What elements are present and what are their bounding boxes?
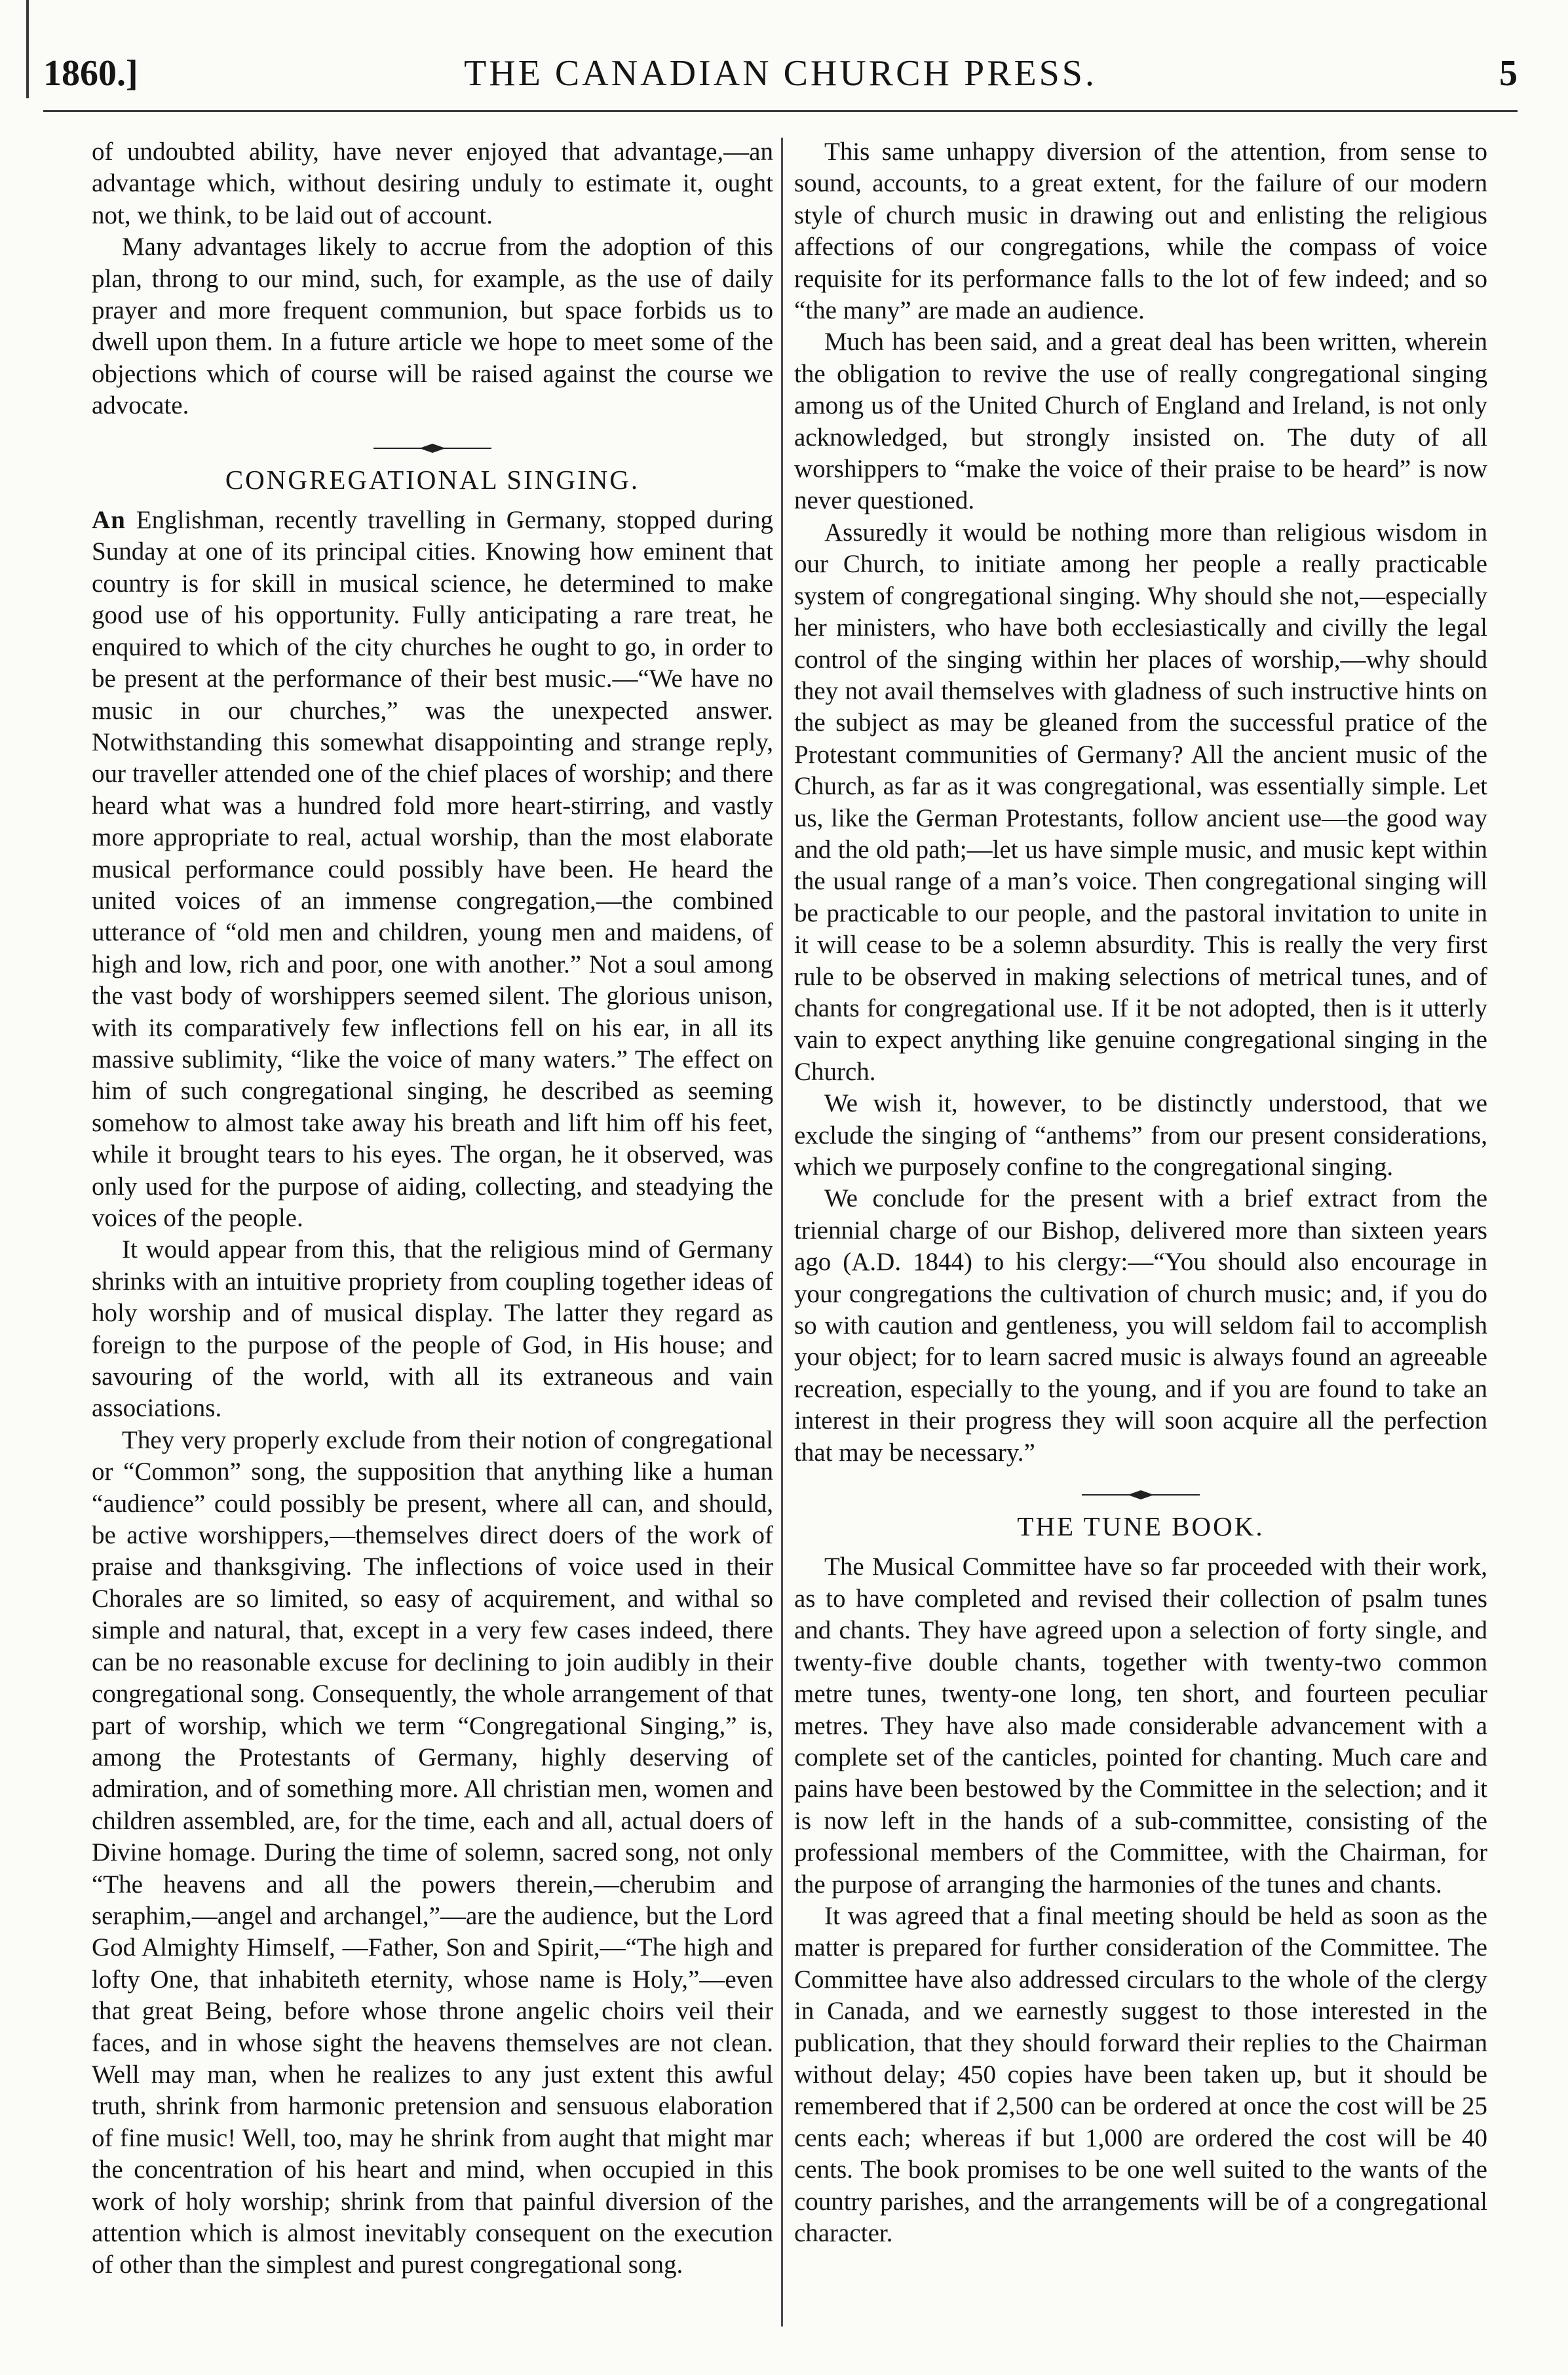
lead-word: An <box>92 506 126 535</box>
body-paragraph: Much has been said, and a great deal has been written, wherein the obligation to revive the use of really congregational singing among us of the United Church of England and Ireland, is not only acknowledged, but strongly insisted on. The duty of all worshippers to “make the voice of their praise to be heard” is now never questioned. <box>794 328 1487 515</box>
body-paragraph: It was agreed that a final meeting should be held as soon as the matter is prepared for further consideration of the Committee. The Committee have also addressed circulars to the whole of the clergy in Canada, and we earnestly suggest to those interested in the publication, that they should forward their replies to the Chairman without delay; 450 copies have been taken up, but it should be remembered that if 2,500 can be ordered at once the cost will be 25 cents each; whereas if but 1,000 are ordered the cost will be 40 cents. The book promises to be one well suited to the wants of the country parishes, and the arrangements will be of a congregational character. <box>794 1901 1487 2247</box>
header-title: THE CANADIAN CHURCH PRESS. <box>464 53 1097 94</box>
right-column <box>794 136 1487 2249</box>
header-rule <box>43 110 1518 112</box>
body-paragraph: It would appear from this, that the religious mind of Germany shrinks with an intuitive propriety from coupling together ideas of holy worship and of musical display. The latter they regard as foreign to the purpose of the people of God, in His house; and savouring of the world, with all its extraneous and vain associations. <box>92 1235 773 1423</box>
body-paragraph: This same unhappy diversion of the attention, from sense to sound, accounts, to a great extent, for the failure of our modern style of church music in drawing out and enlisting the religious affections of our congregations, while the compass of voice requisite for its performance falls to the lot of few indeed; and so “the many” are made an audience. <box>794 138 1487 325</box>
column-divider <box>781 138 783 2327</box>
lead-paragraph-text: Englishman, recently travelling in Germany, stopped during Sunday at one of its principal cities. Knowing how eminent that country is for skill in musical science, he determined to make good use of his opportunity. Fully anticipating a rare treat, he enquired to which of the city churches he ought to go, in order to be present at the performance of their best music.—“We have no music in our churches,” was the unexpected answer. Notwithstanding this somewhat disappointing and strange reply, our traveller attended one of the chief places of worship; and there heard what was a hundred fold more heart-stirring, and vastly more appropriate to real, actual worship, than the most elaborate musical performance could possibly have been. He heard the united voices of an immense congregation,—the combined utterance of “old men and children, young men and maidens, of high and low, rich and poor, one with another.” Not a soul among the vast body of worshippers seemed silent. The glorious unison, with its comparatively few inflections fell on his ear, in all its massive sublimity, “like the voice of many waters.” The effect on him of such congregational singing, he described as seeming somehow to almost take away his breath and lift him off his feet, while it brought tears to his eyes. The organ, he it observed, was only used for the purpose of aiding, collecting, and steadying the voices of the people. <box>92 506 773 1232</box>
page-edge-rule <box>26 0 29 98</box>
body-paragraph: They very properly exclude from their notion of congregational or “Common” song, the supposition that anything like a human “audience” could possibly be present, where all can, and should, be active worshippers,—themselves direct doers of the work of praise and thanksgiving. The inflections of voice used in their Chorales are so limited, so easy of acquirement, and withal so simple and natural, that, except in a very few cases indeed, there can be no reasonable excuse for declining to join audibly in their congregational song. Consequently, the whole arrangement of that part of worship, which we term “Congregational Singing,” is, among the Protestants of Germany, highly deserving of admiration, and of something more. All christian men, women and children assembled, are, for the time, each and all, actual doers of Divine homage. During the time of solemn, sacred song, not only “The heavens and all the powers therein,—cherubim and seraphim,—angel and archangel,”—are the audience, but the Lord God Almighty Himself, —Father, Son and Spirit,—“The high and lofty One, that inhabiteth eternity, whose name is Holy,”—even that great Being, before whose throne angelic choirs veil their faces, and in whose sight the heavens themselves are not clean. Well may man, when he realizes to any just extent this awful truth, shrink from harmonic pretension and sensuous elaboration of fine music! Well, too, may he shrink from aught that might mar the concentration of his heart and mind, when occupied in this work of holy worship; shrink from that painful diversion of the attention which is almost inevitably consequent on the execution of other than the simplest and purest congregational song. <box>92 1425 773 2279</box>
section-title-congregational-singing: CONGREGATIONAL SINGING. <box>225 464 640 495</box>
body-paragraph: We conclude for the present with a brief extract from the triennial charge of our Bishop, delivered more than sixteen years ago (A.D. 1844) to his clergy:—“You should also encourage in your congregations the cultivation of church music; and, if you do so with caution and gentleness, you will seldom fail to accomplish your object; for to learn sacred music is always found an agreeable recreation, especially to the young, and if you are found to take an interest in their progress they will soon acquire all the perfection that may be necessary.” <box>794 1184 1487 1467</box>
left-column <box>92 136 773 2281</box>
lead-paragraph <box>92 505 773 1234</box>
article-continuation-paragraph: Many advantages likely to accrue from the adoption of this plan, throng to our mind, such, for example, as the use of daily prayer and more frequent communion, but space forbids us to dwell upon them. In a future article we hope to meet some of the objections which of course will be raised against the course we advocate. <box>92 233 773 420</box>
article-continuation-paragraph: of undoubted ability, have never enjoyed that advantage,—an advantage which, without desiring unduly to estimate it, ought not, we think, to be laid out of account. <box>92 138 773 229</box>
body-paragraph: The Musical Committee have so far proceeded with their work, as to have completed and revised their collection of psalm tunes and chants. They have agreed upon a selection of forty single, and twenty-five double chants, together with twenty-two common metre tunes, twenty-one long, ten short, and fourteen peculiar metres. They have also made considerable advancement with a complete set of the canticles, pointed for chanting. Much care and pains have been bestowed by the Committee in the selection; and it is now left in the hands of a sub-committee, consisting of the professional members of the Committee, with the Chairman, for the purpose of arranging the harmonies of the tunes and chants. <box>794 1553 1487 1899</box>
body-paragraph: We wish it, however, to be distinctly understood, that we exclude the singing of “anthems” from our present considerations, which we purposely confine to the congregational singing. <box>794 1089 1487 1181</box>
section-ornament <box>347 442 518 455</box>
section-title-tune-book: THE TUNE BOOK. <box>1017 1511 1265 1542</box>
body-paragraph: Assuredly it would be nothing more than religious wisdom in our Church, to initiate among her people a really practicable system of congregational singing. Why should she not,—especially her ministers, who have both ecclesiastically and civilly the legal control of the singing within her places of worship,—why should they not avail themselves with gladness of such instructive hints on the subject as may be gleaned from the successful pratice of the Protestant communities of Germany? All the ancient music of the Church, as far as it was congregational, was essentially simple. Let us, like the German Protestants, follow ancient use—the good way and the old path;—let us have simple music, and music kept within the usual range of a man’s voice. Then congregational singing will be practicable to our people, and the pastoral invitation to unite in it will cease to be a solemn absurdity. This is really the very first rule to be observed in making selections of metrical tunes, and of chants for congregational use. If it be not adopted, then is it utterly vain to expect anything like genuine congregational singing in the Church. <box>794 518 1487 1086</box>
header-page-number: 5 <box>1499 53 1518 94</box>
section-ornament <box>1056 1488 1226 1501</box>
running-header <box>43 47 1518 106</box>
header-year: 1860.] <box>43 53 138 94</box>
